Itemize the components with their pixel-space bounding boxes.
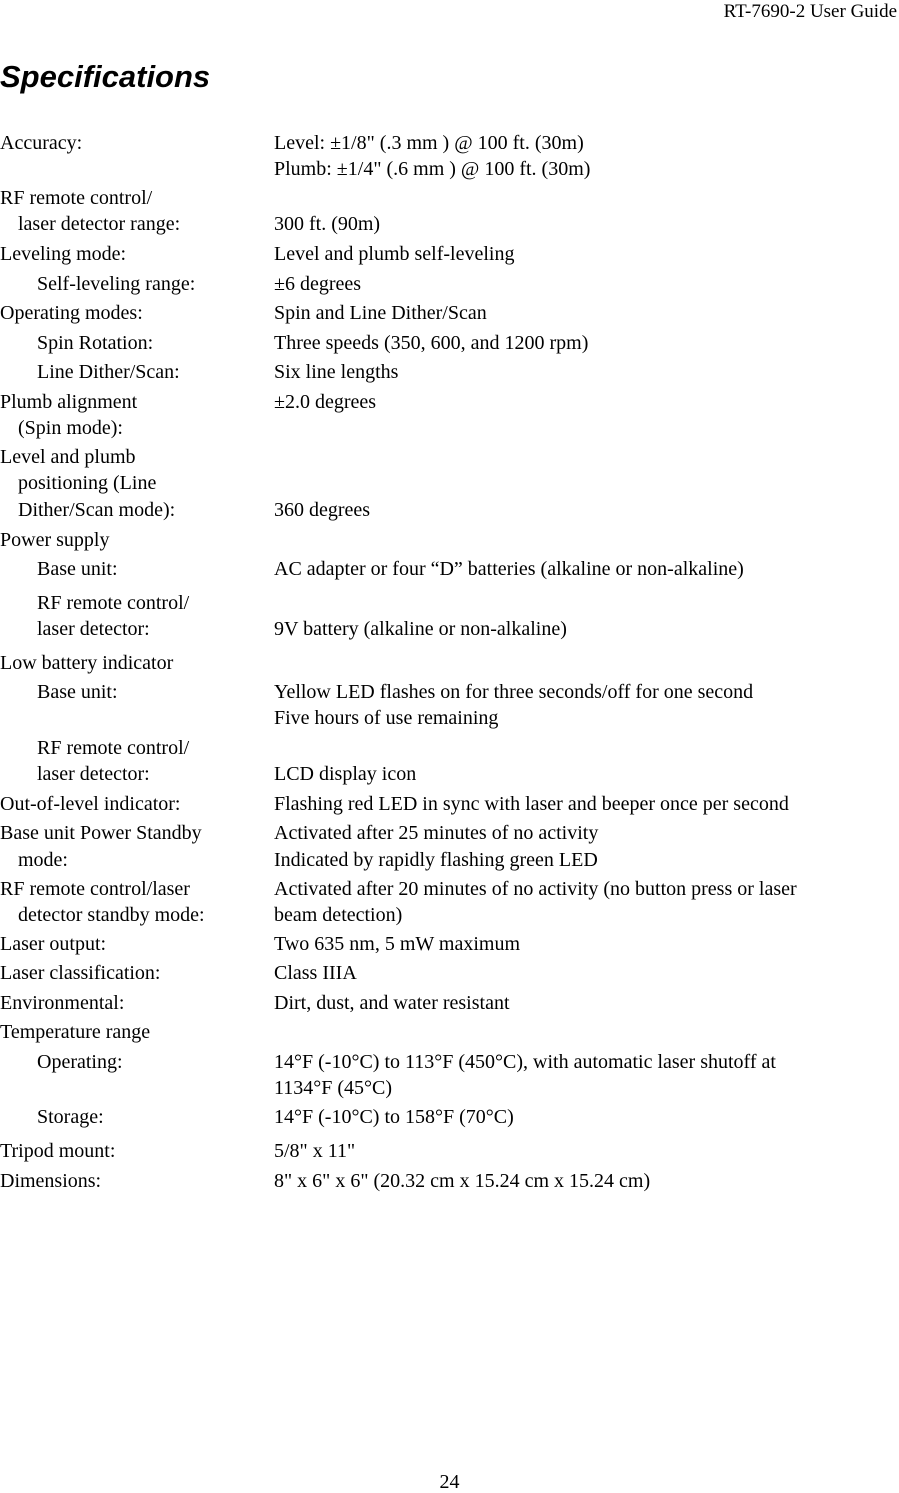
environmental-value: Dirt, dust, and water resistant [274,992,510,1014]
accuracy-plumb-value: Plumb: ±1/4" (.6 mm ) @ 100 ft. (30m) [274,158,591,180]
plumb-alignment-value: ±2.0 degrees [274,391,377,413]
rf-standby-value-cont: beam detection) [274,904,403,926]
out-of-level-label: Out-of-level indicator: [0,793,181,815]
accuracy-level-value: Level: ±1/8" (.3 mm ) @ 100 ft. (30m) [274,132,584,154]
leveling-mode-value: Level and plumb self-leveling [274,243,515,265]
spin-rotation-value: Three speeds (350, 600, and 1200 rpm) [274,332,589,354]
level-plumb-value: 360 degrees [274,499,371,521]
low-batt-rf-label: RF remote control/ [37,737,190,759]
rf-standby-label-cont: detector standby mode: [18,904,205,926]
leveling-mode-label: Leveling mode: [0,243,127,265]
low-batt-base-value-cont: Five hours of use remaining [274,707,499,729]
laser-output-label: Laser output: [0,933,107,955]
base-standby-value: Activated after 25 minutes of no activity [274,822,599,844]
base-standby-value-cont: Indicated by rapidly flashing green LED [274,849,598,871]
base-standby-label-cont: mode: [18,849,68,871]
low-batt-base-value: Yellow LED flashes on for three seconds/off for one second [274,681,754,703]
rf-standby-label: RF remote control/laser [0,878,190,900]
temperature-label: Temperature range [0,1021,151,1043]
base-unit-power-value: AC adapter or four “D” batteries (alkaline or non-alkaline) [274,558,744,580]
accuracy-label: Accuracy: [0,132,83,154]
level-plumb-label-cont: positioning (Line [18,472,157,494]
tripod-value: 5/8" x 11" [274,1140,356,1162]
level-plumb-label: Level and plumb [0,446,136,468]
tripod-label: Tripod mount: [0,1140,116,1162]
rf-range-value: 300 ft. (90m) [274,213,381,235]
base-standby-label: Base unit Power Standby [0,822,202,844]
line-dither-value: Six line lengths [274,361,399,383]
operating-modes-label: Operating modes: [0,302,143,324]
self-leveling-value: ±6 degrees [274,273,362,295]
low-battery-label: Low battery indicator [0,652,174,674]
storage-temp-label: Storage: [37,1106,104,1128]
low-batt-base-label: Base unit: [37,681,118,703]
spin-rotation-label: Spin Rotation: [37,332,154,354]
page-number: 24 [439,1471,460,1493]
rf-standby-value: Activated after 20 minutes of no activity (no button press or laser [274,878,797,900]
power-supply-label: Power supply [0,529,110,551]
rf-power-value: 9V battery (alkaline or non-alkaline) [274,618,567,640]
plumb-alignment-label-cont: (Spin mode): [18,417,123,439]
low-batt-rf-value: LCD display icon [274,763,417,785]
environmental-label: Environmental: [0,992,125,1014]
running-header: RT-7690-2 User Guide [723,1,897,22]
page-title: Specifications [0,59,211,94]
rf-power-label: RF remote control/ [37,592,190,614]
plumb-alignment-label: Plumb alignment [0,391,138,413]
operating-temp-value-cont: 1134°F (45°C) [274,1077,393,1099]
storage-temp-value: 14°F (-10°C) to 158°F (70°C) [274,1106,514,1128]
self-leveling-label: Self-leveling range: [37,273,196,295]
laser-class-label: Laser classification: [0,962,161,984]
operating-temp-value: 14°F (-10°C) to 113°F (450°C), with automatic laser shutoff at [274,1051,776,1073]
rf-range-label: RF remote control/ [0,187,153,209]
rf-power-label-cont: laser detector: [37,618,150,640]
laser-output-value: Two 635 nm, 5 mW maximum [274,933,520,955]
dimensions-label: Dimensions: [0,1170,102,1192]
base-unit-label: Base unit: [37,558,118,580]
operating-modes-value: Spin and Line Dither/Scan [274,302,487,324]
line-dither-label: Line Dither/Scan: [37,361,180,383]
laser-class-value: Class IIIA [274,962,357,984]
level-plumb-label-cont-2: Dither/Scan mode): [18,499,176,521]
rf-range-label-cont: laser detector range: [18,213,181,235]
dimensions-value: 8" x 6" x 6" (20.32 cm x 15.24 cm x 15.24 cm) [274,1170,651,1192]
low-batt-rf-label-cont: laser detector: [37,763,150,785]
operating-temp-label: Operating: [37,1051,123,1073]
out-of-level-value: Flashing red LED in sync with laser and beeper once per second [274,793,789,815]
